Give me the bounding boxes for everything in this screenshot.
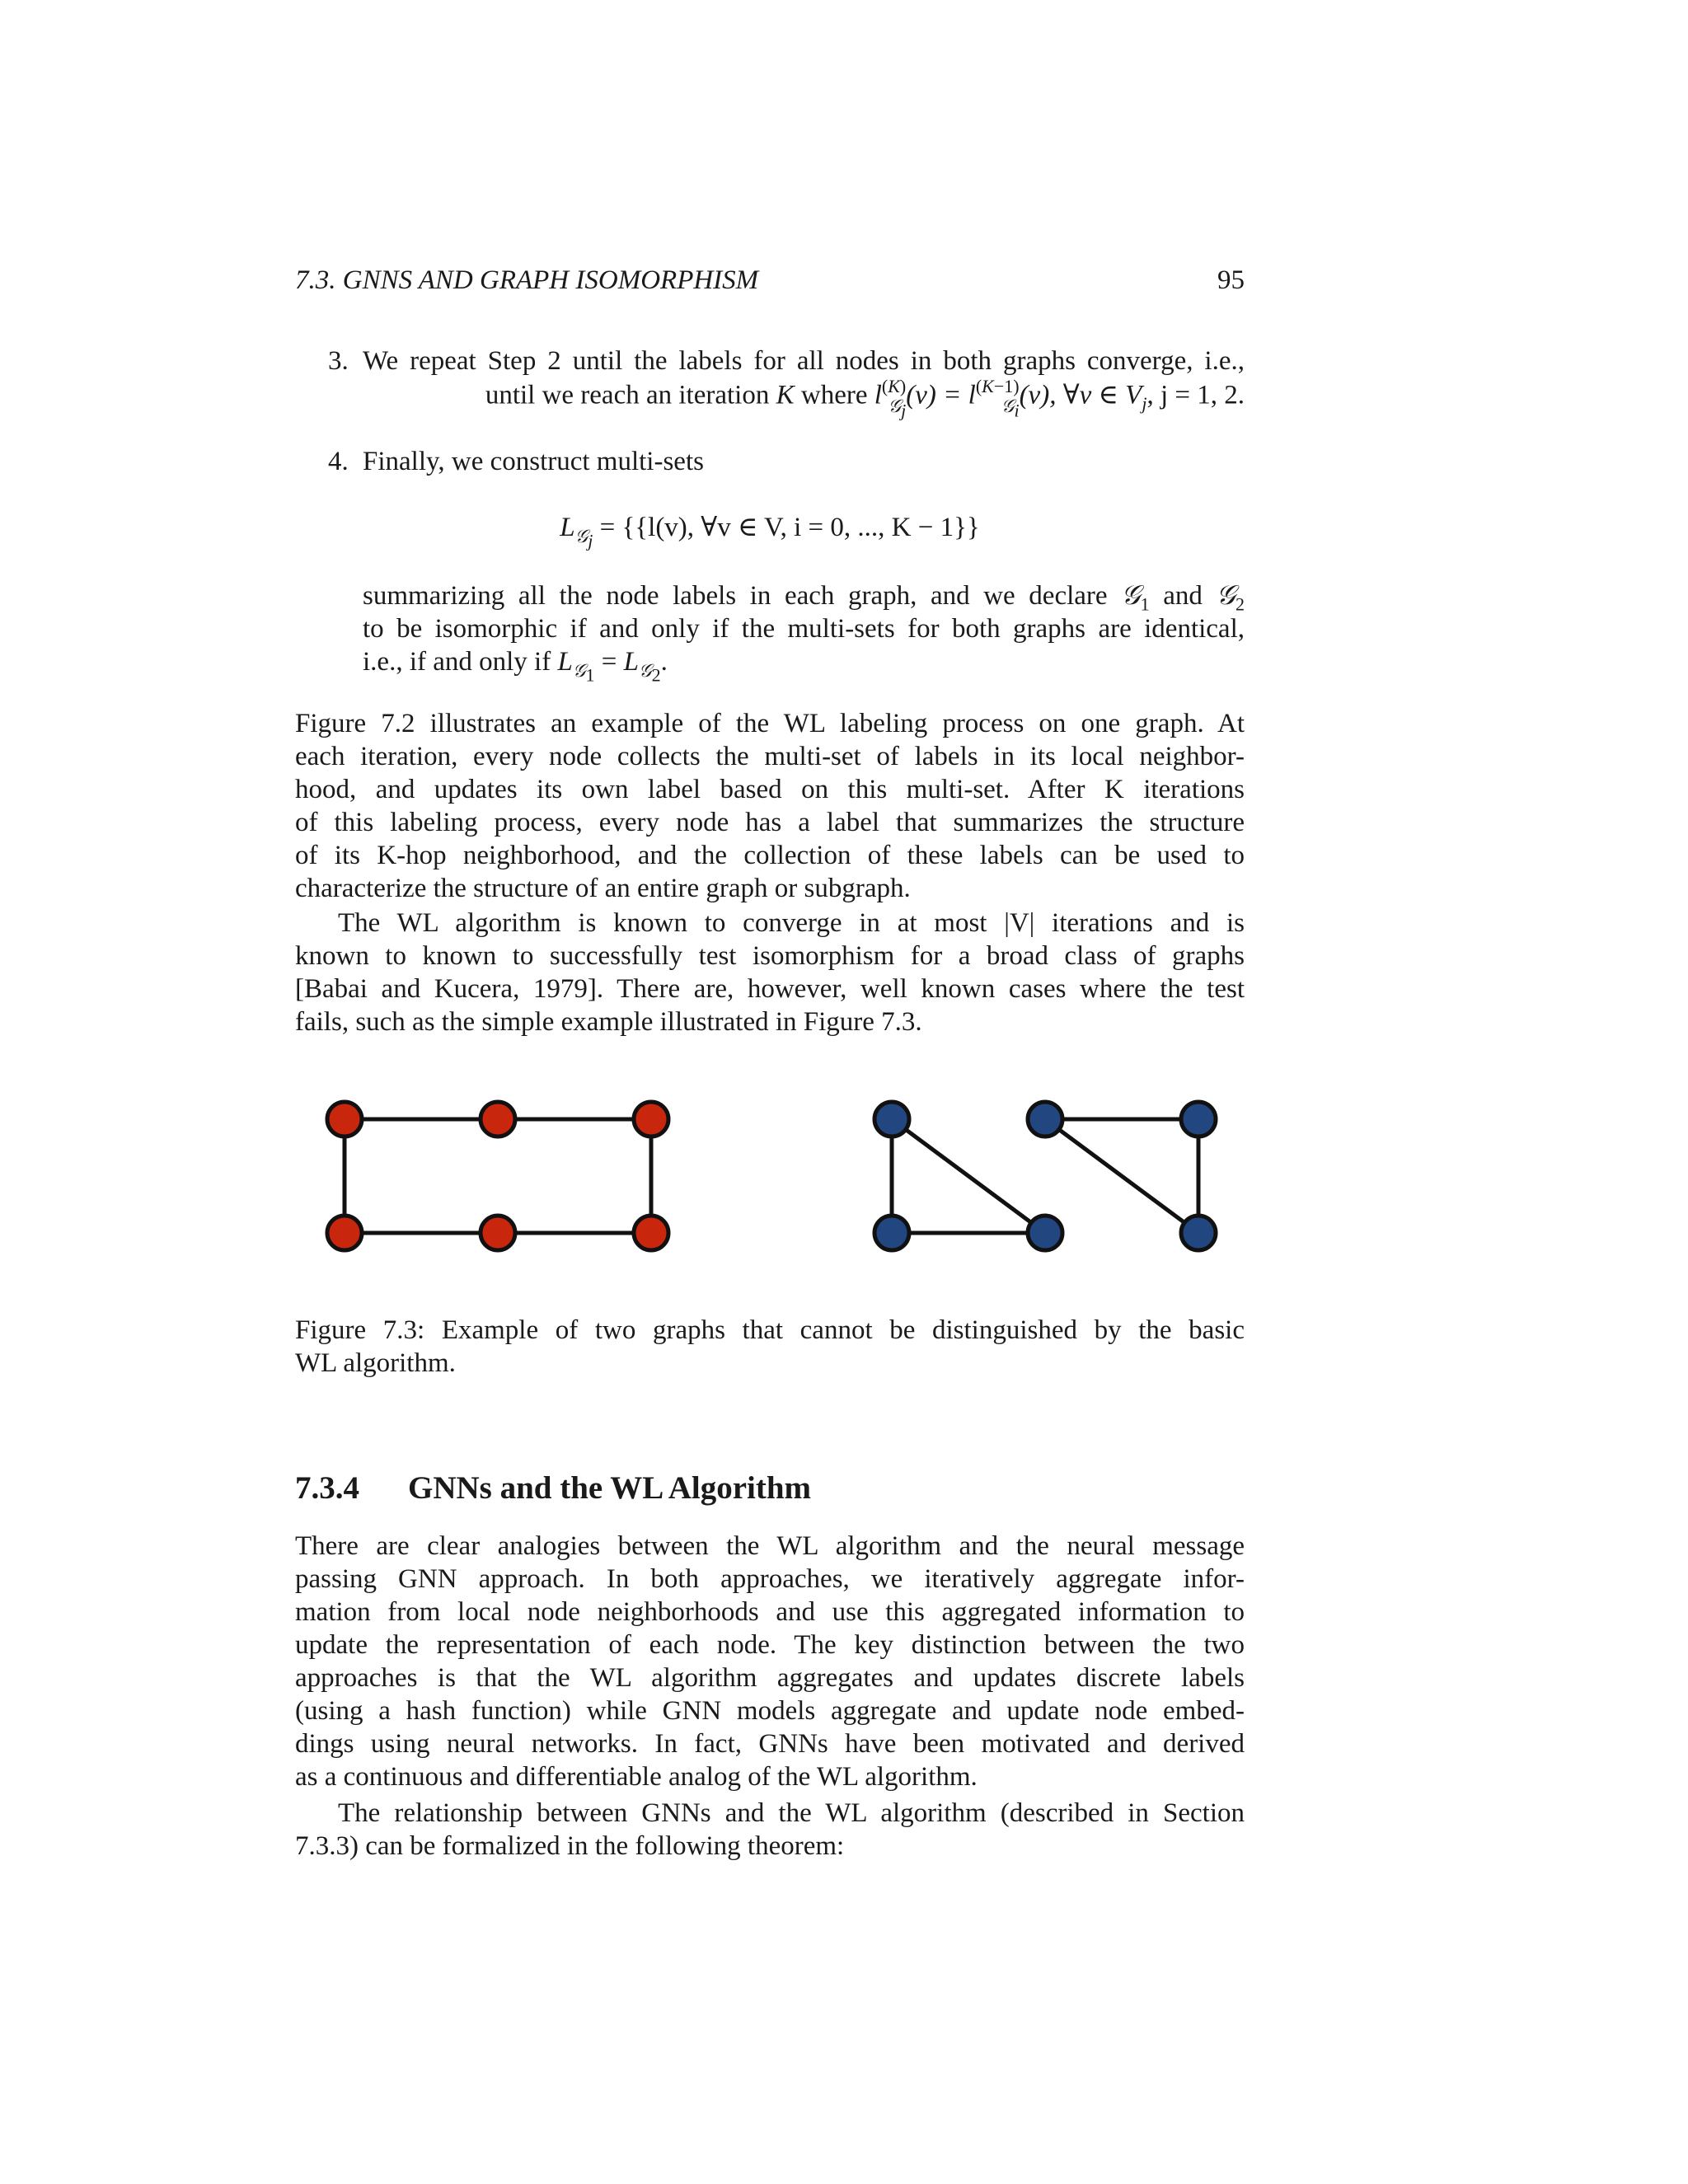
list-item-label: 3. (328, 346, 349, 376)
graph-node (874, 1102, 909, 1137)
running-head-title: 7.3. GNNS AND GRAPH ISOMORPHISM (295, 265, 759, 295)
item4-cont-line2: to be isomorphic if and only if the multi-sets for both graphs are identical, (363, 614, 1245, 644)
item3-math: (v), ∀v ∈ V (1019, 380, 1142, 410)
item3-k: K (776, 380, 795, 410)
list-item-4-continuation (328, 579, 1245, 685)
list-item-3 (328, 344, 1245, 421)
text-line: Figure 7.2 illustrates an example of the WL labeling process on one graph. At (295, 709, 1245, 738)
graph-node (327, 1102, 362, 1137)
section-heading (295, 1469, 1245, 1507)
graph-node (1028, 1102, 1062, 1137)
graph-edge (892, 1119, 1045, 1233)
list-item-3-line1: We repeat Step 2 until the labels for all nodes in both graphs converge, i.e., (363, 346, 1245, 376)
text-line: fails, such as the simple example illustrated in Figure 7.3. (295, 1007, 922, 1037)
page-number: 95 (1217, 265, 1245, 295)
graph-node (634, 1216, 668, 1250)
caption-line: WL algorithm. (295, 1348, 456, 1378)
item3-text: until we reach an iteration (485, 380, 776, 410)
graph-edge (1045, 1119, 1198, 1233)
text-line: [Babai and Kucera, 1979]. There are, however, well known cases where the test (295, 974, 1245, 1004)
text-line: (using a hash function) while GNN models aggregate and update node embed- (295, 1696, 1245, 1726)
text-line: The relationship between GNNs and the WL algorithm (described in Section (338, 1798, 1245, 1828)
list-item-4 (328, 445, 1245, 478)
list-item-label: 4. (328, 447, 349, 476)
running-head (295, 265, 1245, 296)
text-line: as a continuous and differentiable analog of the WL algorithm. (295, 1762, 978, 1792)
text-line: characterize the structure of an entire graph or subgraph. (295, 874, 911, 903)
text-line: The WL algorithm is known to converge in at most |V| iterations and is (338, 908, 1245, 938)
right-graph-nodes (874, 1102, 1216, 1250)
section-number: 7.3.4 (295, 1470, 359, 1506)
equation-body: = {{l(v), ∀v ∈ V, i = 0, ..., K − 1}} (599, 513, 980, 542)
item4-after1: summarizing all the node labels in each graph, and we declare (363, 581, 1108, 611)
left-graph-two-triangles-hexagon (327, 1102, 668, 1250)
item4-cont-line3: i.e., if and only if $L_{𝒢_1} = L_{𝒢_2}$. (363, 647, 668, 685)
item4-cont-line1: summarizing all the node labels in each graph, and we declare 𝒢$_1$ and 𝒢$_2$ (363, 579, 1245, 615)
display-equation: $L_{𝒢_j} = \{\{l(v)$, ∀v ∈ V, i = 0, ..., K − 1}} (560, 513, 980, 551)
graph-node (481, 1102, 515, 1137)
graph-node (1181, 1102, 1216, 1137)
text-line: of this labeling process, every node has a label that summarizes the structure (295, 808, 1245, 837)
item3-math-end: , j = 1, 2. (1146, 380, 1245, 410)
list-item-4-text: Finally, we construct multi-sets (363, 447, 704, 476)
graph-node (481, 1216, 515, 1250)
text-line: dings using neural networks. In fact, GNNs have been motivated and derived (295, 1729, 1245, 1759)
item4-after3: i.e., if and only if (363, 647, 551, 677)
figure-7-3-graphs (295, 1085, 1245, 1266)
left-graph-nodes (327, 1102, 668, 1250)
text-line: passing GNN approach. In both approaches, we iteratively aggregate infor- (295, 1564, 1245, 1594)
text-line: approaches is that the WL algorithm aggregates and updates discrete labels (295, 1663, 1245, 1693)
section-title: GNNs and the WL Algorithm (408, 1470, 812, 1506)
figure-caption (295, 1314, 1245, 1380)
paragraph-4 (295, 1797, 1245, 1863)
paragraph-2 (295, 907, 1245, 1038)
text-line: mation from local node neighborhoods and use this aggregated information to (295, 1597, 1245, 1627)
text-line: known to known to successfully test isomorphism for a broad class of graphs (295, 941, 1245, 971)
caption-line: Figure 7.3: Example of two graphs that cannot be distinguished by the basic (295, 1315, 1245, 1345)
graph-node (1028, 1216, 1062, 1250)
graph-node (874, 1216, 909, 1250)
graph-node (1181, 1216, 1216, 1250)
paragraph-1 (295, 707, 1245, 905)
text-line: 7.3.3) can be formalized in the following theorem: (295, 1831, 845, 1861)
graph-node (327, 1216, 362, 1250)
text-line: update the representation of each node. The key distinction between the two (295, 1630, 1245, 1660)
item3-where: where (794, 380, 874, 410)
text-line: each iteration, every node collects the multi-set of labels in its local neighbor- (295, 742, 1245, 771)
text-line: of its K-hop neighborhood, and the collection of these labels can be used to (295, 841, 1245, 870)
list-item-3-line2: until we reach an iteration K where l (K) 𝒢$_j$ (v) = l (K−1) 𝒢$_i$ (v), ∀v ∈ $V_j$, j = 1, 2. (485, 376, 1245, 421)
text-line: hood, and updates its own label based on this multi-set. After K iterations (295, 775, 1245, 804)
right-graph-two-triangles (874, 1102, 1216, 1250)
paragraph-3 (295, 1530, 1245, 1793)
graph-node (634, 1102, 668, 1137)
text-line: There are clear analogies between the WL algorithm and the neural message (295, 1531, 1245, 1561)
